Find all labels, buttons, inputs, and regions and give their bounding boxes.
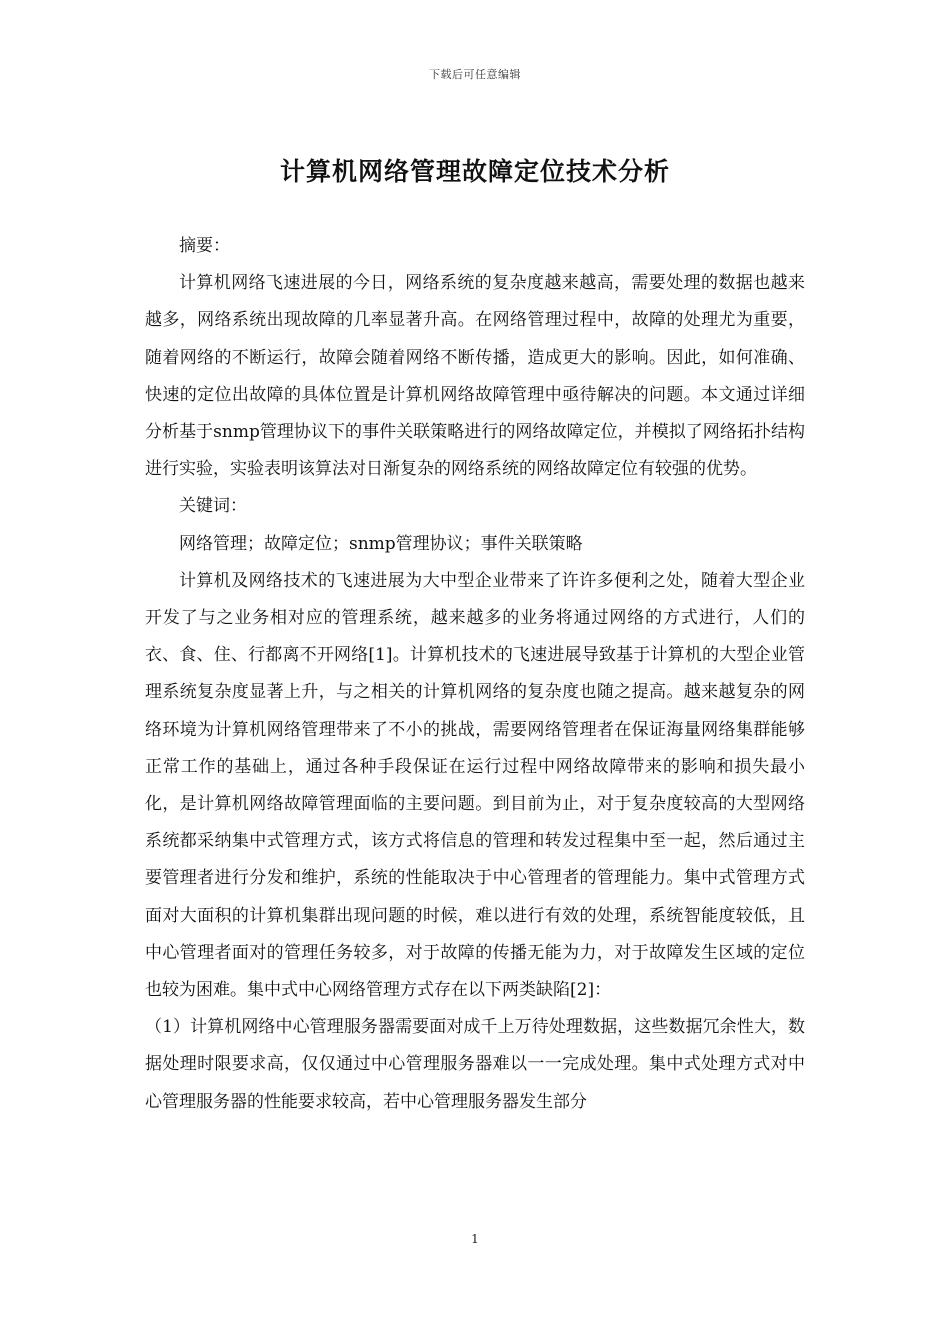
keywords-label: 关键词： bbox=[179, 496, 247, 517]
page-number: 1 bbox=[471, 1232, 479, 1246]
body-paragraph-1: 计算机及网络技术的飞速进展为大中型企业带来了许许多便利之处，随着大型企业开发了与之业务相对应的管理系统，越来越多的业务将通过网络的方式进行，人们的衣、食、住、行都离不开网络[1]。计算机技术的飞速进展导致基于计算机的大型企业管理系统复杂度显著上升，与之相关的计算机网络的复杂度也随之提高。越来越复杂的网络环境为计算机网络管理带来了不小的挑战，需要网络管理者在保证海量网络集群能够正常工作的基础上，通过各种手段保证在运行过程中网络故障带来的影响和损失最小化，是计算机网络故障管理面临的主要问题。到目前为止，对于复杂度较高的大型网络系统都采纳集中式管理方式，该方式将信息的管理和转发过程集中至一起，然后通过主要管理者进行分发和维护，系统的性能取决于中心管理者的管理能力。集中式管理方式面对大面积的计算机集群出现问题的时候，难以进行有效的处理，系统智能度较低，且中心管理者面对的管理任务较多，对于故障的传播无能为力，对于故障发生区域的定位也较为困难。集中式中心网络管理方式存在以下两类缺陷[2]： bbox=[145, 570, 805, 1001]
document-title: 计算机网络管理故障定位技术分析 bbox=[279, 157, 670, 186]
keywords-paragraph: 网络管理；故障定位；snmp管理协议；事件关联策略 bbox=[179, 533, 583, 554]
body-paragraph-2: （1）计算机网络中心管理服务器需要面对成千上万待处理数据，这些数据冗余性大，数据处理时限要求高，仅仅通过中心管理服务器难以一一完成处理。集中式处理方式对中心管理服务器的性能要求较高，若中心管理服务器发生部分 bbox=[145, 1017, 805, 1112]
header-note: 下载后可任意编辑 bbox=[429, 68, 521, 81]
abstract-label: 摘要： bbox=[179, 236, 230, 256]
document-body bbox=[145, 228, 805, 1121]
abstract-paragraph: 计算机网络飞速进展的今日，网络系统的复杂度越来越高，需要处理的数据也越来越多，网络系统出现故障的几率显著升高。在网络管理过程中，故障的处理尤为重要，随着网络的不断运行，故障会随着网络不断传播，造成更大的影响。因此，如何准确、快速的定位出故障的具体位置是计算机网络故障管理中亟待解决的问题。本文通过详细分析基于snmp管理协议下的事件关联策略进行的网络故障定位，并模拟了网络拓扑结构进行实验，实验表明该算法对日渐复杂的网络系统的网络故障定位有较强的优势。 bbox=[145, 273, 805, 480]
